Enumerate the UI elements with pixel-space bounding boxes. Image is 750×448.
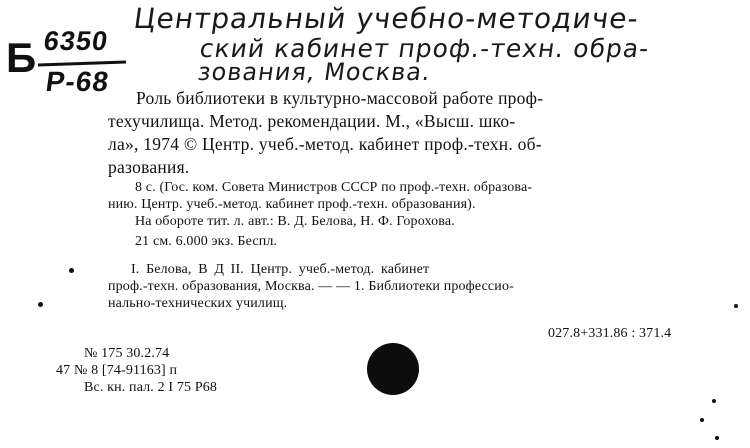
title-line-3: ла», 1974 © Центр. учеб.-метод. кабинет проф.-техн. об- <box>108 134 542 154</box>
ink-speck <box>700 418 704 422</box>
call-number-top: 6350 <box>41 26 111 56</box>
tracings-line-1: I. Белова, В Д II. Центр. учеб.-метод. кабинет <box>131 262 430 277</box>
verso-note: На обороте тит. л. авт.: В. Д. Белова, Н. Ф. Горохова. <box>135 214 455 229</box>
collation-line-1: 8 с. (Гос. ком. Совета Министров СССР по проф.-техн. образова- <box>135 180 533 195</box>
title-line-2: техучилища. Метод. рекомендации. М., «Высш. шко- <box>108 111 516 131</box>
title-line-4: разования. <box>108 157 190 177</box>
title-line-1: Роль библиотеки в культурно-массовой работе проф- <box>136 88 544 108</box>
card-number: № 175 30.2.74 <box>84 346 170 361</box>
card-batch: 47 № 8 [74-91163] п <box>56 363 178 378</box>
collation-line-2: нию. Центр. учеб.-метод. кабинет проф.-техн. образования). <box>108 197 476 212</box>
printer-line: Вс. кн. пал. 2 I 75 Р68 <box>84 380 218 395</box>
handwritten-author-line-1: Центральный учебно-методиче- <box>131 2 642 35</box>
ink-speck <box>38 302 43 307</box>
handwritten-author-line-2: ский кабинет проф.-техн. обра- <box>197 34 652 63</box>
call-number-bottom: Р-68 <box>43 66 112 97</box>
tracings-line-3: нально-технических училищ. <box>108 296 288 311</box>
handwritten-author-line-3: зования, Москва. <box>196 58 433 86</box>
ink-speck <box>734 304 738 308</box>
size-line: 21 см. 6.000 экз. Беспл. <box>135 234 278 249</box>
call-letter: Б <box>6 34 37 81</box>
punch-hole <box>367 343 419 395</box>
ink-speck <box>712 399 716 403</box>
ink-speck <box>69 268 74 273</box>
ink-speck <box>715 436 719 440</box>
classification-number: 027.8+331.86 : 371.4 <box>548 326 672 341</box>
tracings-line-2: проф.-техн. образования, Москва. — — 1. Библиотеки профессио- <box>108 279 514 294</box>
